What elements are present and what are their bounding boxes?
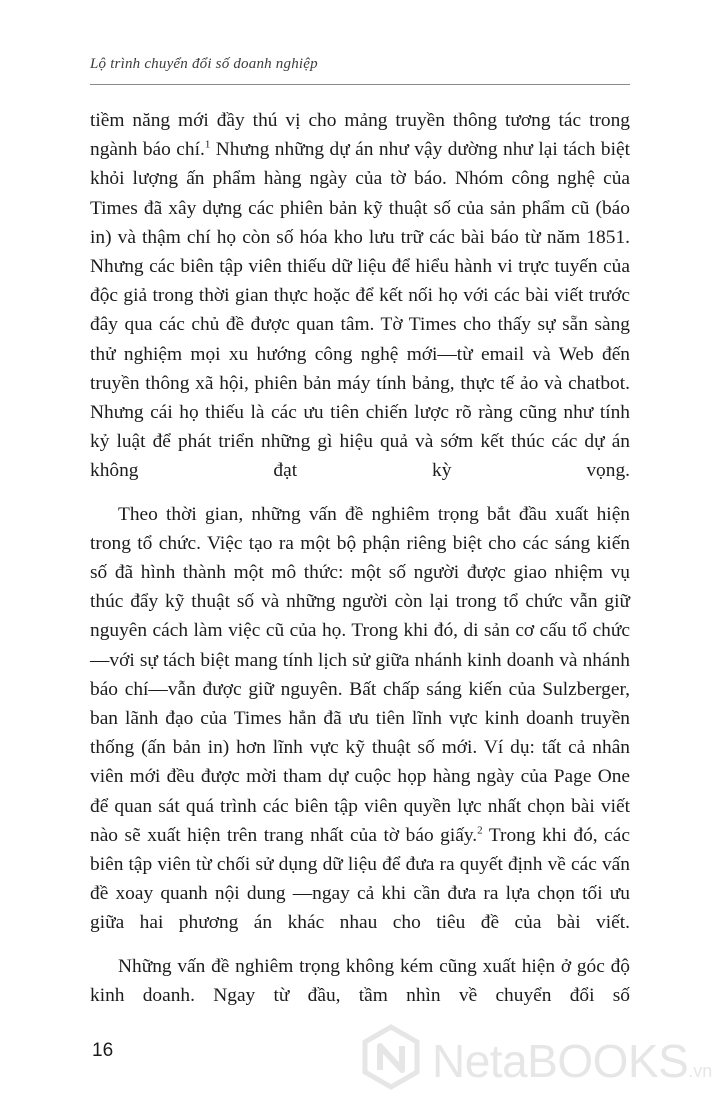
watermark — [358, 1022, 712, 1102]
paragraph-1-text-b: Nhưng những dự án như vậy dường như lại tách biệt khỏi lượng ấn phẩm hàng ngày của tờ báo. Nhóm công nghệ của Times đã xây dựng các phiên bản kỹ thuật số của sản phẩm cũ (báo in) và thậm chí họ còn số hóa kho lưu trữ các bài báo từ năm 1851. Nhưng các biên tập viên thiếu dữ liệu để hiểu hành vi trực tuyến của độc giả trong thời gian thực hoặc để kết nối họ với các bài viết trước đây qua các chủ đề được quan tâm. Tờ Times cho thấy sự sẵn sàng thử nghiệm mọi xu hướng công nghệ mới—từ email và Web đến truyền thông xã hội, phiên bản máy tính bảng, thực tế ảo và chatbot. Nhưng cái họ thiếu là các ưu tiên chiến lược rõ ràng cũng như tính kỷ luật để phát triển những gì hiệu quả và sớm kết thúc các dự án không đạt kỳ vọng. — [90, 139, 630, 482]
footnote-ref-2[interactable]: 2 — [477, 824, 483, 837]
paragraph-2-text-a: Theo thời gian, những vấn đề nghiêm trọng bắt đầu xuất hiện trong tổ chức. Việc tạo ra một bộ phận riêng biệt cho các sáng kiến số đã hình thành một mô thức: một số người được giao nhiệm vụ thúc đẩy kỹ thuật số và những người còn lại trong tổ chức vẫn giữ nguyên cách làm việc cũ của họ. Trong khi đó, di sản cơ cấu tổ chức—với sự tách biệt mang tính lịch sử giữa nhánh kinh doanh và nhánh báo chí—vẫn được giữ nguyên. Bất chấp sáng kiến của Sulzberger, ban lãnh đạo của Times hẳn đã ưu tiên lĩnh vực kinh doanh truyền thống (ấn bản in) hơn lĩnh vực kỹ thuật số mới. Ví dụ: tất cả nhân viên mới đều được mời tham dự cuộc họp hàng ngày của Page One để quan sát quá trình các biên tập viên quyền lực nhất chọn bài viết nào sẽ xuất hiện trên trang nhất của tờ báo giấy. — [90, 503, 630, 846]
header-divider — [90, 84, 630, 85]
paragraph-2-text-b: Trong khi đó, các biên tập viên từ chối sử dụng dữ liệu để đưa ra quyết định về các vấn đề xoay quanh nội dung —ngay cả khi cần đưa ra lựa chọn tối ưu giữa hai phương án khác nhau cho tiêu đề của bài viết. — [90, 824, 630, 934]
running-header: Lộ trình chuyển đổi số doanh nghiệp — [90, 56, 318, 72]
paragraph-2 — [90, 500, 630, 938]
page-body — [90, 106, 630, 1024]
page-number: 16 — [92, 1040, 114, 1061]
watermark-suffix: .vn — [688, 1061, 712, 1081]
paragraph-1 — [90, 106, 630, 486]
footnote-ref-1[interactable]: 1 — [204, 138, 211, 151]
n-hexagon-logo-icon — [358, 1024, 424, 1090]
paragraph-1-text-a: tiềm năng mới đầy thú vị cho mảng truyền thông tương tác trong ngành báo chí. — [90, 110, 630, 161]
watermark-brand — [432, 1034, 712, 1088]
paragraph-3: Những vấn đề nghiêm trọng không kém cũng xuất hiện ở góc độ kinh doanh. Ngay từ đầu, tầm nhìn về chuyển đổi số — [90, 955, 630, 1006]
watermark-brand-left: Neta — [432, 1035, 528, 1087]
watermark-brand-right: BOOKS — [527, 1035, 689, 1087]
